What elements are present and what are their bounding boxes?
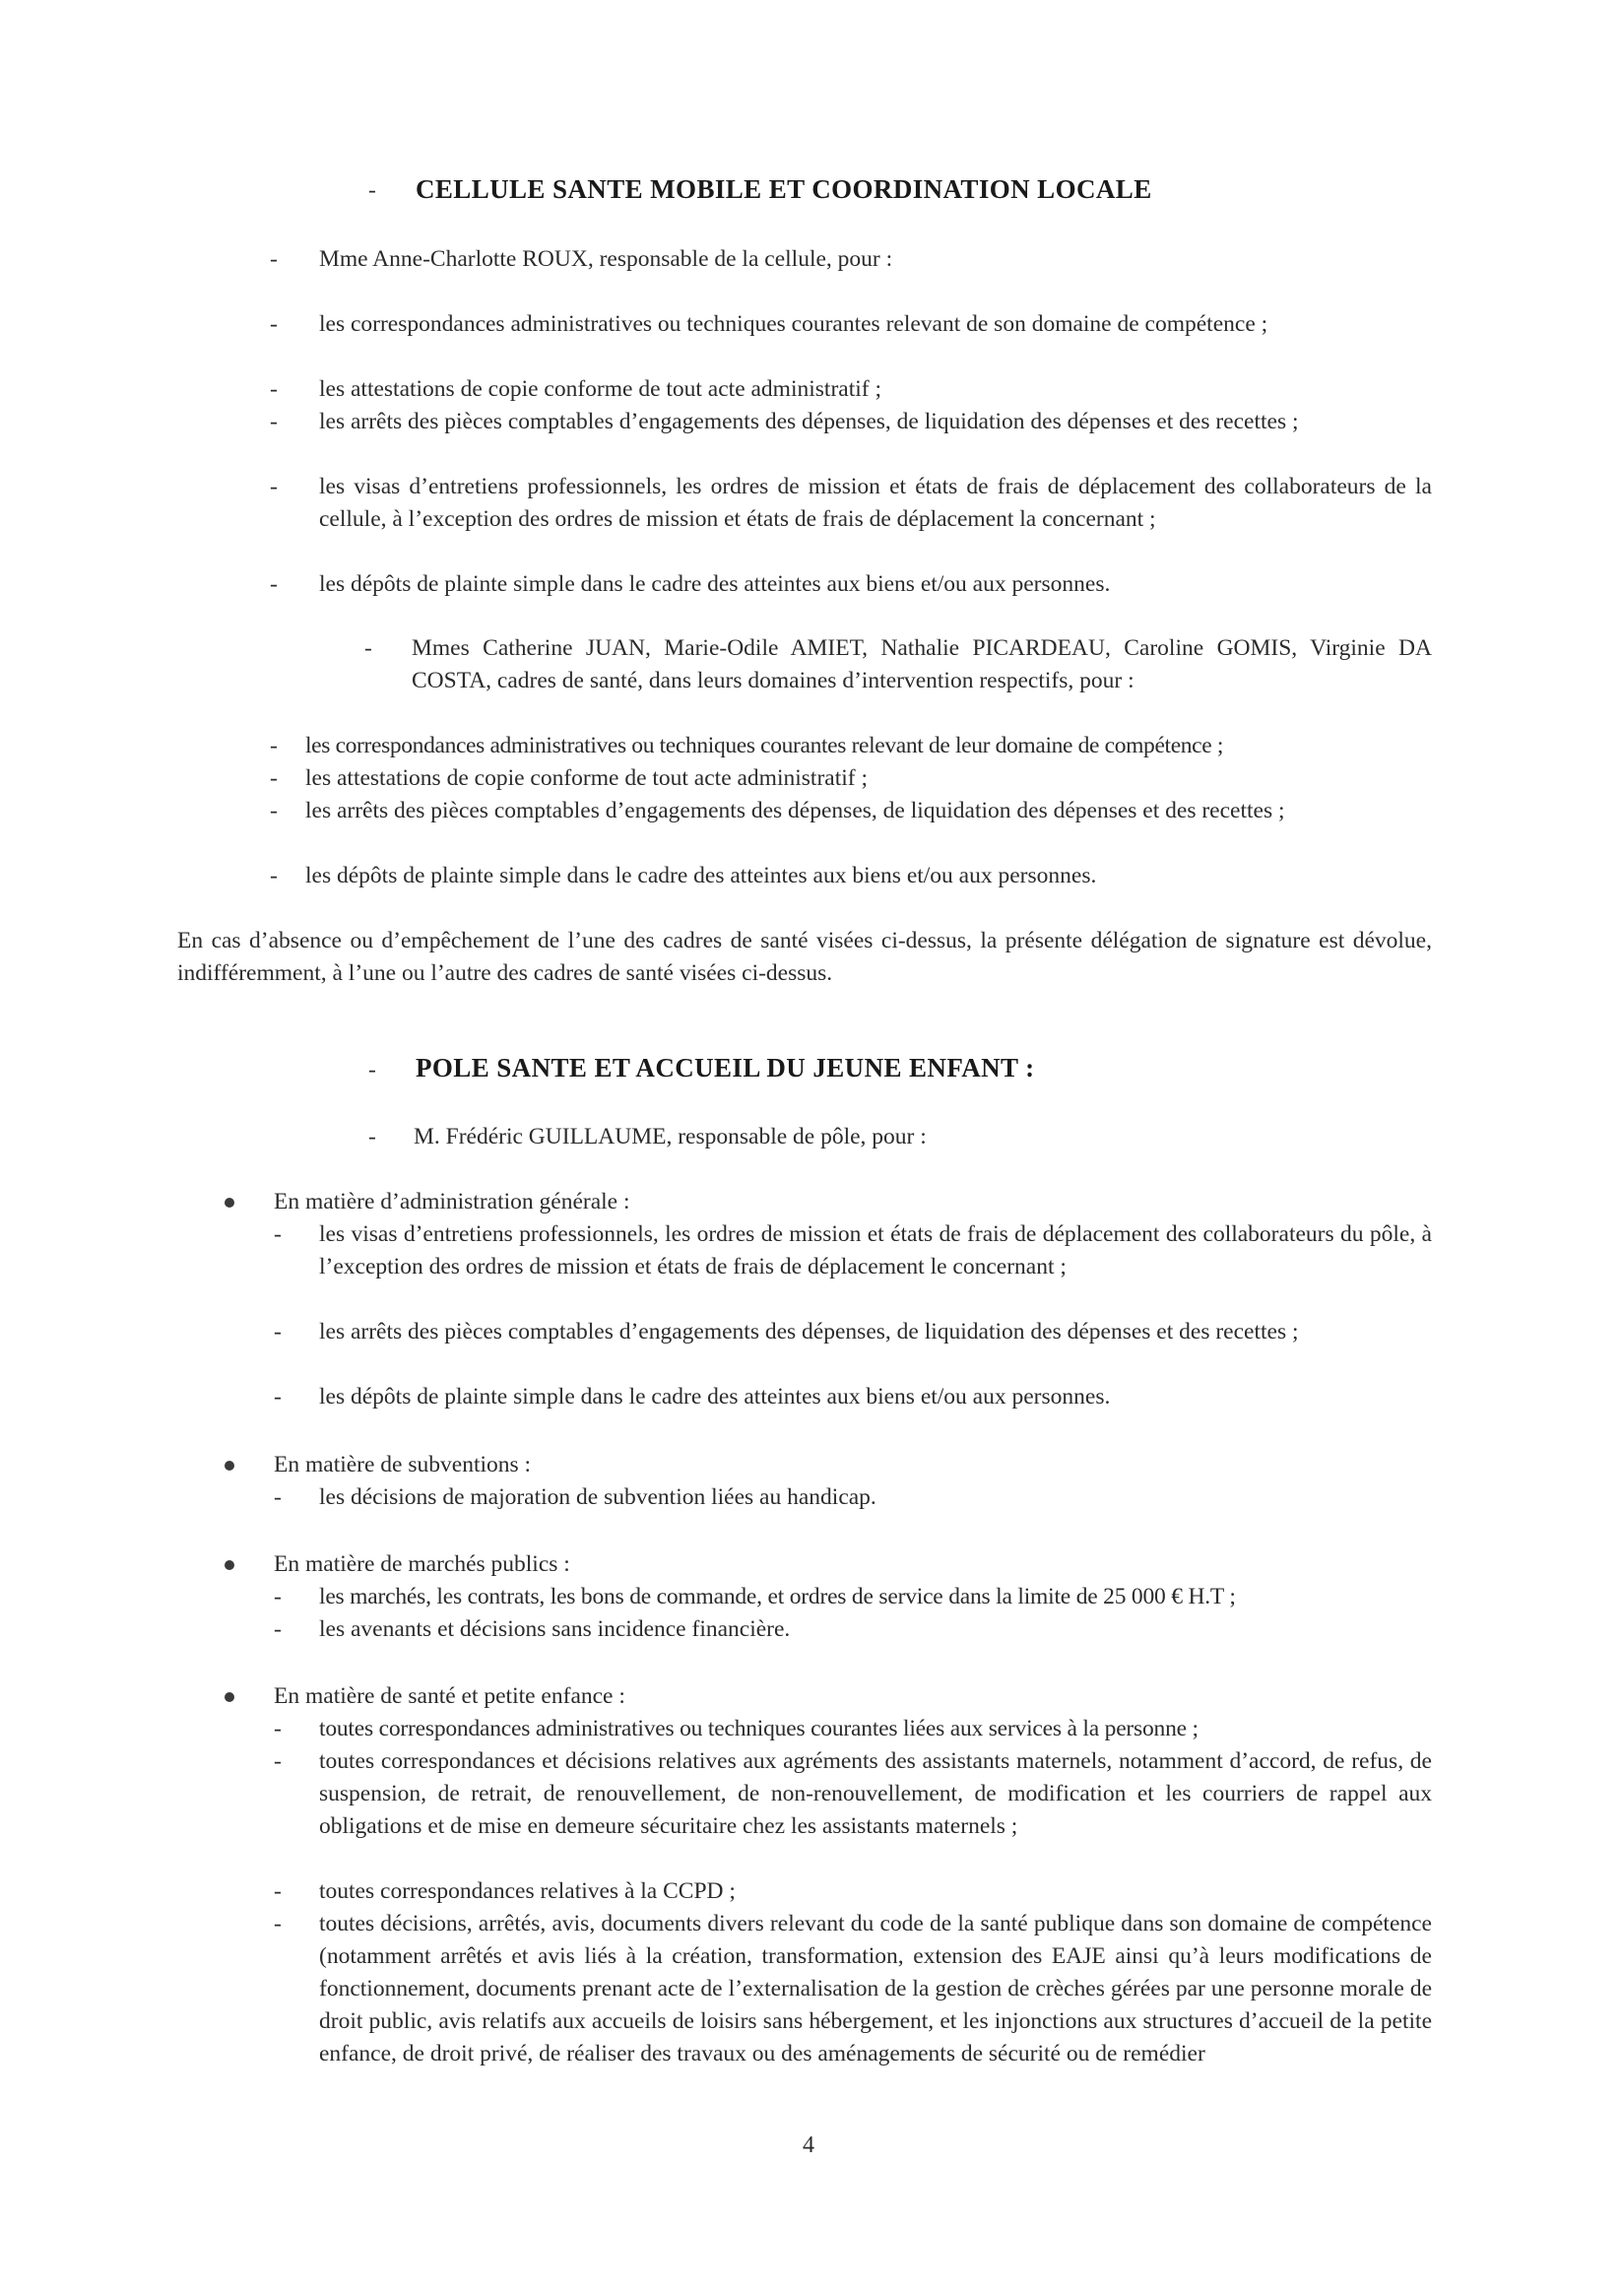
list-dash: - [368,1124,376,1149]
list-item: les correspondances administratives ou techniques courantes relevant de leur domaine de compétence ; [305,733,1224,758]
list-dash: - [270,765,278,791]
list-dash: - [274,1616,282,1642]
list-dash: - [274,1319,282,1345]
group-title: En matière de santé et petite enfance : [274,1683,625,1709]
list-item: toutes correspondances et décisions relatives aux agréments des assistants maternels, notamment d’accord, de refus, de suspension, de retrait, de renouvellement, de non-renouvellement, de modification et les courriers de rappel aux obligations et de mise en demeure sécuritaire chez les assistants maternels ; [319,1748,1432,1839]
list-dash: - [270,571,278,597]
bullet-icon [225,1560,234,1570]
list-dash: - [274,1384,282,1410]
list-item: toutes décisions, arrêtés, avis, documents divers relevant du code de la santé publique dans son domaine de compétence (notamment arrêtés et avis liés à la création, transformation, extension des EAJE ainsi qu’à leurs modifications de fonctionnement, documents prenant acte de l’externalisation de la gestion de crèches gérées par une personne morale de droit public, avis relatifs aux accueils de loisirs sans hébergement, et les injonctions aux structures d’accueil de la petite enfance, de droit privé, de réaliser des travaux ou des aménagements de sécurité ou de remédier [319,1911,1432,2066]
list-dash: - [364,635,372,661]
page-number: 4 [803,2132,814,2158]
list-item: les visas d’entretiens professionnels, les ordres de mission et états de frais de déplacement des collaborateurs du pôle, à l’exception des ordres de mission et états de frais de déplacement le concernant ; [319,1221,1432,1279]
list-item: les arrêts des pièces comptables d’engagements des dépenses, de liquidation des dépenses et des recettes ; [319,1319,1299,1345]
list-item: les arrêts des pièces comptables d’engagements des dépenses, de liquidation des dépenses et des recettes ; [319,409,1299,434]
list-dash: - [274,1748,282,1774]
list-item: les décisions de majoration de subvention liées au handicap. [319,1484,876,1510]
absence-paragraph: En cas d’absence ou d’empêchement de l’une des cadres de santé visées ci-dessus, la présente délégation de signature est dévolue, indifféremment, à l’une ou l’autre des cadres de santé visées ci-dessus. [177,928,1432,986]
list-item: les correspondances administratives ou techniques courantes relevant de son domaine de compétence ; [319,311,1268,337]
person-guillaume: M. Frédéric GUILLAUME, responsable de pôle, pour : [414,1124,927,1149]
list-dash: - [270,798,278,823]
list-item: les avenants et décisions sans incidence financière. [319,1616,791,1642]
list-dash: - [274,1221,282,1247]
list-item: les arrêts des pièces comptables d’engagements des dépenses, de liquidation des dépenses et des recettes ; [305,798,1285,823]
list-item: toutes correspondances relatives à la CCPD ; [319,1878,736,1904]
person-cadres-sante: Mmes Catherine JUAN, Marie-Odile AMIET, Nathalie PICARDEAU, Caroline GOMIS, Virginie DA COSTA, cadres de santé, dans leurs domaines d’intervention respectifs, pour : [412,635,1432,693]
person-roux: Mme Anne-Charlotte ROUX, responsable de la cellule, pour : [319,246,893,272]
heading-dash: - [368,1057,376,1082]
list-item: les dépôts de plainte simple dans le cadre des atteintes aux biens et/ou aux personnes. [319,571,1111,597]
list-dash: - [274,1911,282,1936]
group-title: En matière de marchés publics : [274,1551,570,1577]
list-dash: - [270,863,278,888]
bullet-icon [225,1692,234,1702]
bullet-icon [225,1198,234,1208]
list-dash: - [270,311,278,337]
list-dash: - [270,246,278,272]
list-item: les dépôts de plainte simple dans le cadre des atteintes aux biens et/ou aux personnes. [305,863,1097,888]
bullet-icon [225,1461,234,1471]
list-item: les dépôts de plainte simple dans le cadre des atteintes aux biens et/ou aux personnes. [319,1384,1111,1410]
list-dash: - [270,409,278,434]
group-title: En matière d’administration générale : [274,1189,630,1214]
heading-dash: - [368,177,376,203]
group-title: En matière de subventions : [274,1452,532,1477]
list-dash: - [274,1716,282,1741]
list-dash: - [274,1878,282,1904]
list-item: les attestations de copie conforme de tout acte administratif ; [319,376,881,402]
list-dash: - [270,733,278,758]
section-heading-pole-sante: POLE SANTE ET ACCUEIL DU JEUNE ENFANT : [416,1053,1035,1082]
list-item: les attestations de copie conforme de tout acte administratif ; [305,765,868,791]
list-item: les marchés, les contrats, les bons de commande, et ordres de service dans la limite de 25 000 € H.T ; [319,1584,1236,1609]
list-item: les visas d’entretiens professionnels, les ordres de mission et états de frais de déplacement des collaborateurs de la cellule, à l’exception des ordres de mission et états de frais de déplacement la concernant ; [319,474,1432,532]
list-dash: - [274,1584,282,1609]
list-item: toutes correspondances administratives ou techniques courantes liées aux services à la personne ; [319,1716,1199,1741]
section-heading-cellule: CELLULE SANTE MOBILE ET COORDINATION LOCALE [416,174,1152,204]
list-dash: - [270,474,278,499]
list-dash: - [274,1484,282,1510]
list-dash: - [270,376,278,402]
